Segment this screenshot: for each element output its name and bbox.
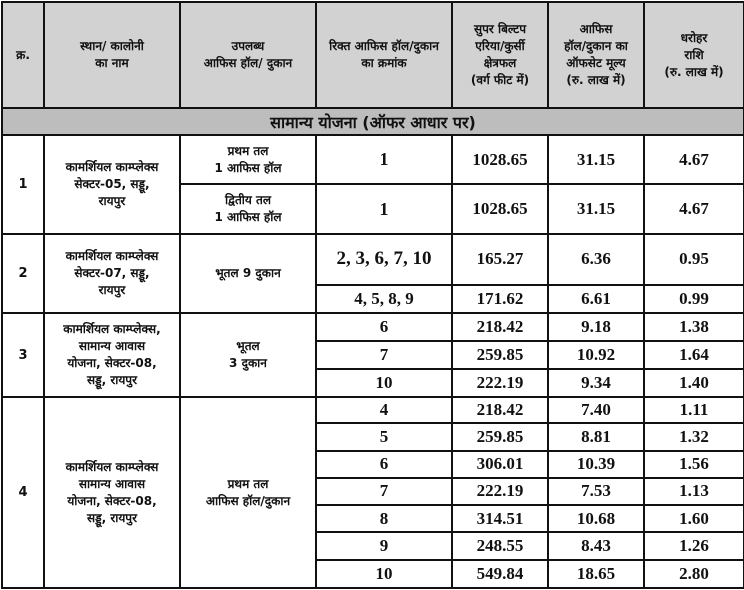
area-value: 259.85 [452, 423, 548, 450]
unit-number: 6 [316, 313, 452, 340]
deposit-value: 1.60 [644, 505, 744, 532]
price-value: 10.39 [548, 451, 644, 478]
unit-number: 7 [316, 478, 452, 505]
price-value: 8.43 [548, 532, 644, 559]
area-value: 165.27 [452, 234, 548, 285]
deposit-value: 4.67 [644, 135, 744, 184]
available-cell: भूतल 9 दुकान [180, 234, 316, 314]
area-value: 222.19 [452, 369, 548, 397]
serial-number: 2 [2, 234, 44, 314]
area-value: 218.42 [452, 313, 548, 340]
unit-number: 4, 5, 8, 9 [316, 285, 452, 313]
section-title: सामान्य योजना (ऑफर आधार पर) [2, 108, 744, 135]
area-value: 218.42 [452, 397, 548, 423]
unit-number: 5 [316, 423, 452, 450]
section-row [2, 108, 744, 135]
price-value: 9.18 [548, 313, 644, 340]
table-row [2, 234, 744, 285]
price-value: 31.15 [548, 184, 644, 233]
available-cell: द्वितीय तल 1 आफिस हॉल [180, 184, 316, 233]
colony-cell: कामर्शियल काम्प्लेक्स सामान्य आवास योजना, सेक्टर-08, सड्डू, रायपुर [44, 397, 180, 588]
serial-number: 3 [2, 313, 44, 397]
deposit-value: 0.99 [644, 285, 744, 313]
price-value: 6.36 [548, 234, 644, 285]
price-value: 18.65 [548, 560, 644, 588]
table-row [2, 313, 744, 340]
header-available: उपलब्ध आफिस हॉल/ दुकान [180, 2, 316, 108]
deposit-value: 1.64 [644, 341, 744, 369]
deposit-value: 1.56 [644, 451, 744, 478]
area-value: 306.01 [452, 451, 548, 478]
area-value: 1028.65 [452, 184, 548, 233]
colony-cell: कामर्शियल काम्प्लेक्स सेक्टर-07, सड्डू, रायपुर [44, 234, 180, 314]
unit-number: 2, 3, 6, 7, 10 [316, 234, 452, 285]
colony-cell: कामर्शियल काम्प्लेक्स, सामान्य आवास योजना, सेक्टर-08, सड्डू, रायपुर [44, 313, 180, 397]
unit-number: 9 [316, 532, 452, 559]
available-cell: प्रथम तल आफिस हॉल/दुकान [180, 397, 316, 588]
table-row [2, 135, 744, 184]
area-value: 549.84 [452, 560, 548, 588]
colony-cell: कामर्शियल काम्प्लेक्स सेक्टर-05, सड्डू, रायपुर [44, 135, 180, 234]
header-price: आफिस हॉल/दुकान का ऑफसेट मूल्य (रु. लाख में) [548, 2, 644, 108]
serial-number: 4 [2, 397, 44, 588]
serial-number: 1 [2, 135, 44, 234]
area-value: 259.85 [452, 341, 548, 369]
deposit-value: 1.26 [644, 532, 744, 559]
header-deposit: धरोहर राशि (रु. लाख में) [644, 2, 744, 108]
price-value: 31.15 [548, 135, 644, 184]
unit-number: 8 [316, 505, 452, 532]
price-value: 10.68 [548, 505, 644, 532]
deposit-value: 1.40 [644, 369, 744, 397]
price-value: 7.40 [548, 397, 644, 423]
unit-number: 1 [316, 135, 452, 184]
property-offer-table [1, 1, 744, 589]
table-row [2, 397, 744, 423]
deposit-value: 1.13 [644, 478, 744, 505]
unit-number: 7 [316, 341, 452, 369]
unit-number: 6 [316, 451, 452, 478]
header-sn: क्र. [2, 2, 44, 108]
price-value: 7.53 [548, 478, 644, 505]
unit-number: 1 [316, 184, 452, 233]
area-value: 248.55 [452, 532, 548, 559]
price-value: 6.61 [548, 285, 644, 313]
deposit-value: 1.32 [644, 423, 744, 450]
header-area: सुपर बिल्टप एरिया/कुर्सी क्षेत्रफल (वर्ग फीट में) [452, 2, 548, 108]
header-row [2, 2, 744, 108]
deposit-value: 1.11 [644, 397, 744, 423]
available-cell: प्रथम तल 1 आफिस हॉल [180, 135, 316, 184]
deposit-value: 4.67 [644, 184, 744, 233]
area-value: 222.19 [452, 478, 548, 505]
header-unit-no: रिक्त आफिस हॉल/दुकान का क्रमांक [316, 2, 452, 108]
price-value: 9.34 [548, 369, 644, 397]
deposit-value: 0.95 [644, 234, 744, 285]
area-value: 1028.65 [452, 135, 548, 184]
deposit-value: 1.38 [644, 313, 744, 340]
header-colony: स्थान/ कालोनी का नाम [44, 2, 180, 108]
unit-number: 10 [316, 560, 452, 588]
price-value: 10.92 [548, 341, 644, 369]
deposit-value: 2.80 [644, 560, 744, 588]
unit-number: 4 [316, 397, 452, 423]
available-cell: भूतल 3 दुकान [180, 313, 316, 397]
area-value: 171.62 [452, 285, 548, 313]
area-value: 314.51 [452, 505, 548, 532]
price-value: 8.81 [548, 423, 644, 450]
unit-number: 10 [316, 369, 452, 397]
